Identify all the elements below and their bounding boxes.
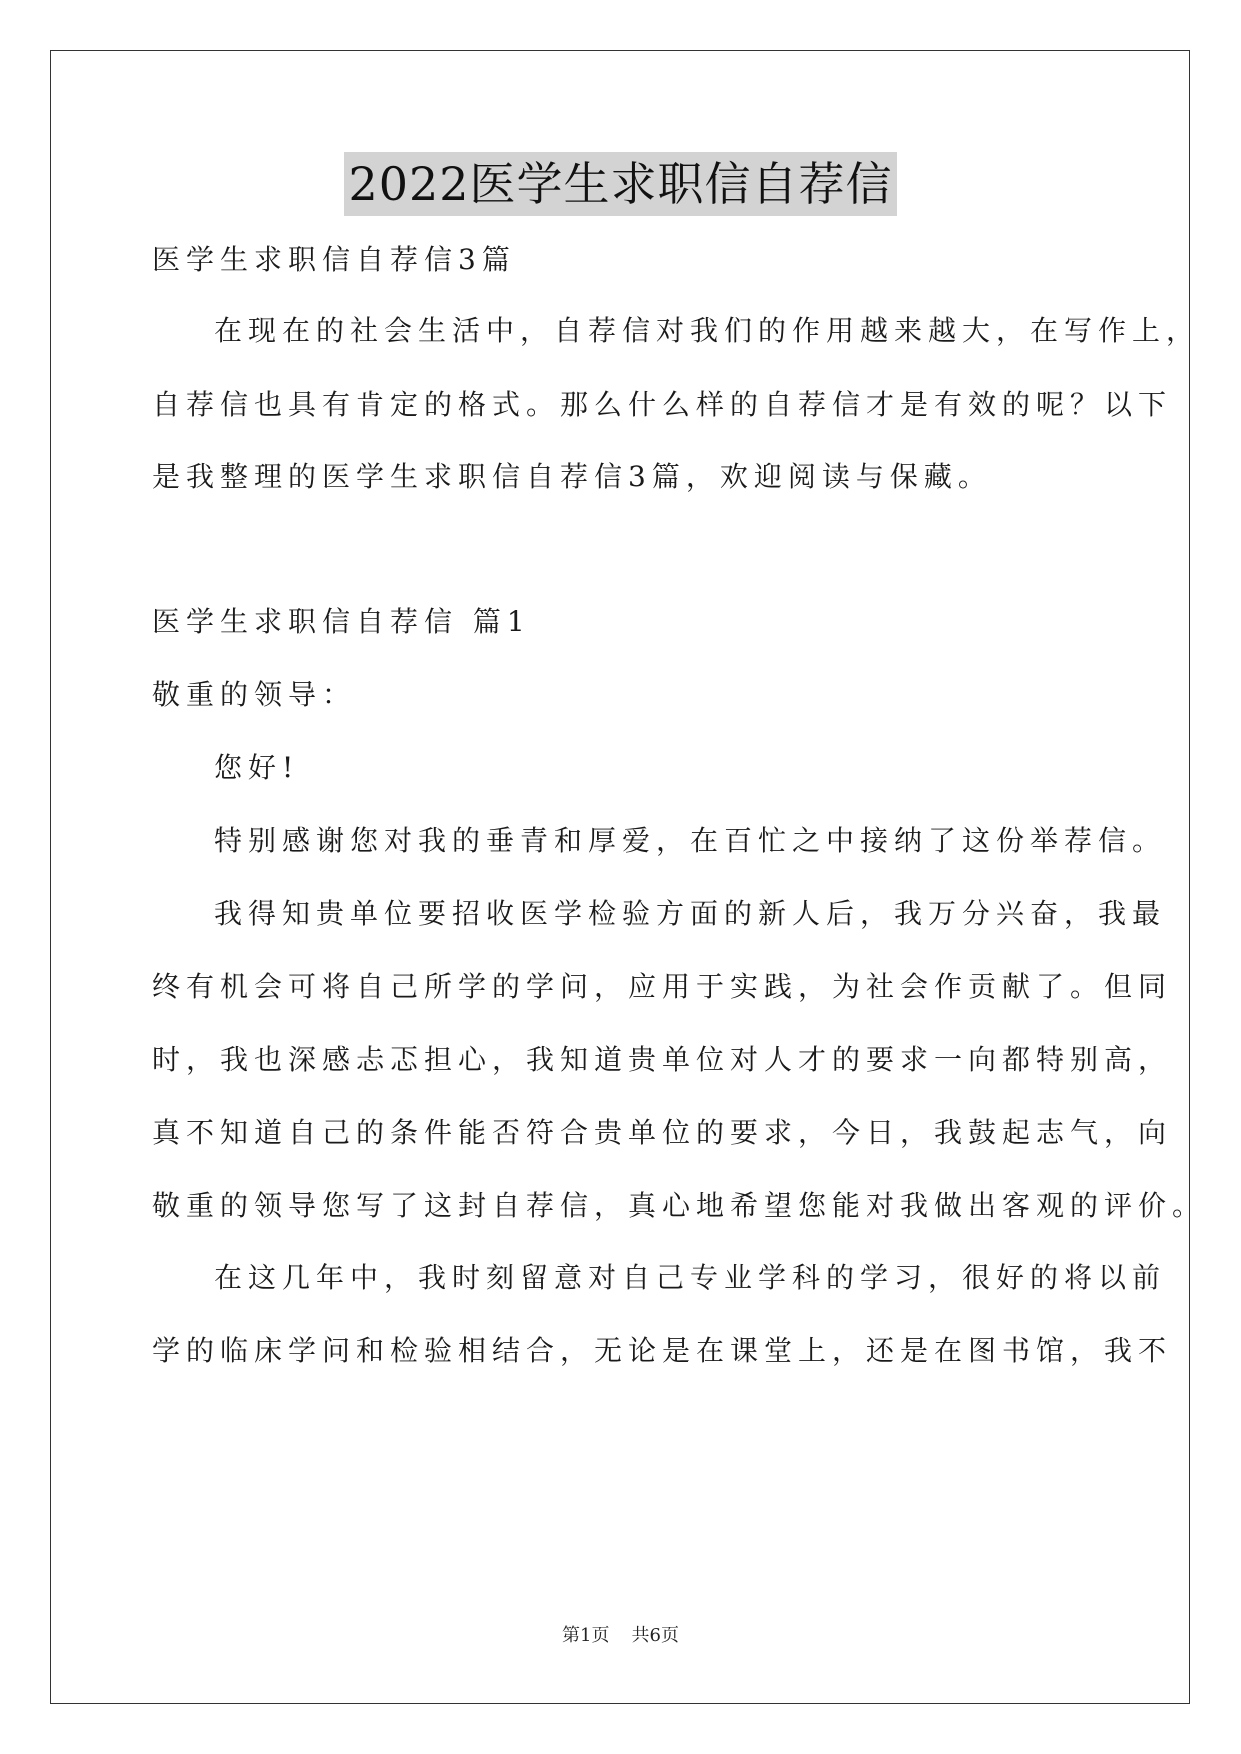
page-number: 第1页 bbox=[562, 1625, 610, 1646]
page-footer bbox=[0, 1624, 1241, 1648]
intro-line-1: 在现在的社会生活中，自荐信对我们的作用越来越大，在写作上， bbox=[214, 314, 1201, 347]
page-border bbox=[50, 50, 1190, 1704]
section-heading: 医学生求职信自荐信 篇1 bbox=[152, 605, 531, 638]
intro-line-3: 是我整理的医学生求职信自荐信3篇，欢迎阅读与保藏。 bbox=[152, 460, 992, 493]
paragraph-2-line-1: 我得知贵单位要招收医学检验方面的新人后，我万分兴奋，我最 bbox=[214, 897, 1167, 930]
paragraph-2-line-2: 终有机会可将自己所学的学问，应用于实践，为社会作贡献了。但同 bbox=[152, 970, 1173, 1003]
paragraph-1: 特别感谢您对我的垂青和厚爱，在百忙之中接纳了这份举荐信。 bbox=[214, 824, 1167, 857]
salutation: 敬重的领导： bbox=[152, 678, 357, 711]
document-title: 2022医学生求职信自荐信 bbox=[344, 152, 896, 216]
paragraph-2-line-4: 真不知道自己的条件能否符合贵单位的要求，今日，我鼓起志气，向 bbox=[152, 1116, 1173, 1149]
paragraph-2-line-5: 敬重的领导您写了这封自荐信，真心地希望您能对我做出客观的评价。 bbox=[152, 1189, 1207, 1222]
page-total: 共6页 bbox=[631, 1625, 679, 1646]
intro-line-2: 自荐信也具有肯定的格式。那么什么样的自荐信才是有效的呢？以下 bbox=[152, 388, 1173, 421]
paragraph-3-line-1: 在这几年中，我时刻留意对自己专业学科的学习，很好的将以前 bbox=[214, 1261, 1167, 1294]
paragraph-3-line-2: 学的临床学问和检验相结合，无论是在课堂上，还是在图书馆，我不 bbox=[152, 1334, 1173, 1367]
paragraph-2-line-3: 时，我也深感忐忑担心，我知道贵单位对人才的要求一向都特别高， bbox=[152, 1043, 1173, 1076]
title-container bbox=[0, 152, 1241, 216]
greeting: 您好! bbox=[214, 751, 300, 784]
document-subtitle: 医学生求职信自荐信3篇 bbox=[152, 243, 516, 276]
